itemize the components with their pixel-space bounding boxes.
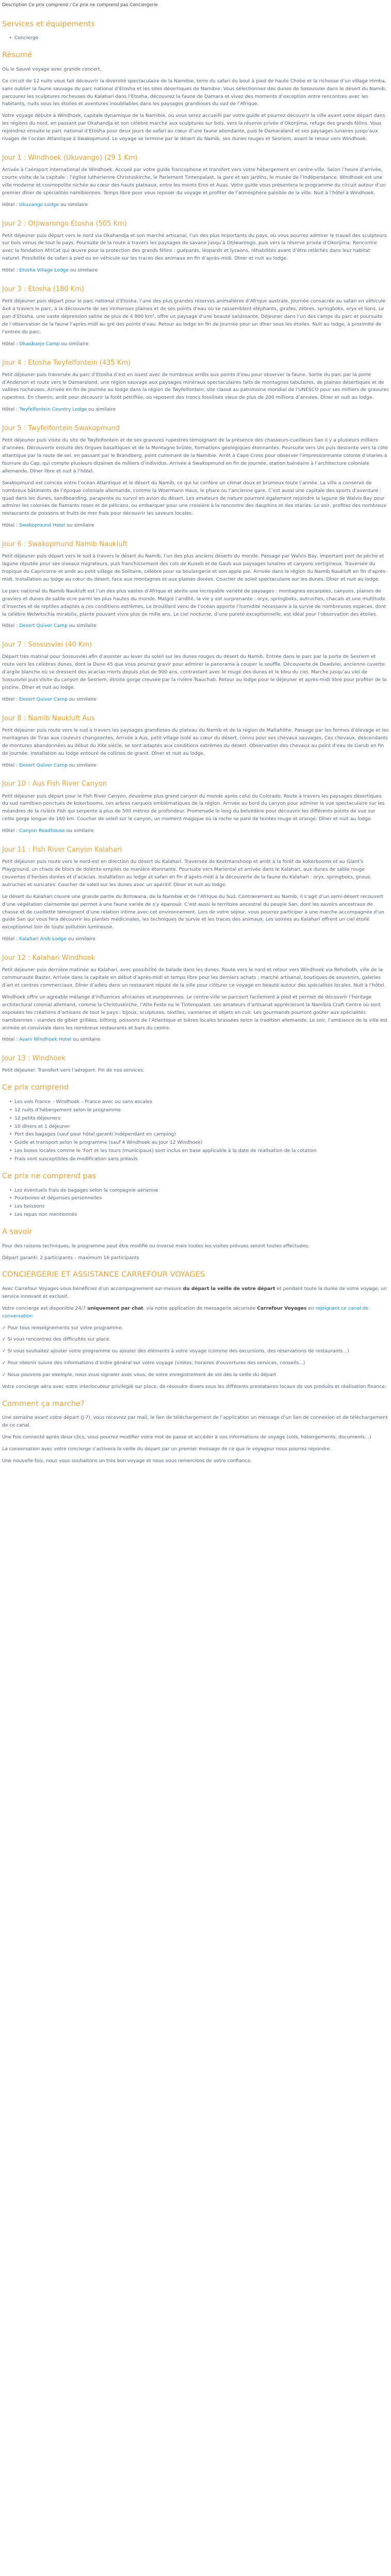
hotel-suffix: ou similaire	[67, 762, 97, 768]
day-title: Jour 4 : Etosha Twyfelfontein (435 Km)	[2, 359, 131, 367]
hotel-suffix: ou similaire	[67, 623, 97, 629]
hotel-suffix: ou similaire	[64, 828, 94, 834]
day-hotel	[2, 827, 389, 835]
day-hotel	[2, 267, 389, 275]
excludes-item: • Les boissons	[14, 1203, 389, 1211]
services-list	[2, 35, 389, 42]
day-title: Jour 11 : Fish River Canyon Kalahari	[2, 846, 122, 854]
day-title: Jour 8 : Namib Naukluft Aus	[2, 714, 95, 722]
day-hotel	[2, 201, 389, 209]
text: en	[306, 1305, 316, 1311]
hotel-link[interactable]: Swakopmund Hotel	[19, 522, 66, 529]
hotel-suffix: ou similaire	[59, 341, 89, 347]
includes-item: • Port des bagages (sauf pour hôtel garanti indépendant en camping)	[14, 1131, 389, 1139]
hotel-link[interactable]: Twyfelfontein Country Lodge	[19, 406, 87, 413]
includes-item: • Frais sont susceptibles de modification sans préavis	[14, 1156, 389, 1163]
includes-title: Ce prix comprend	[2, 1083, 69, 1092]
text: Avec Carrefour Voyages vous bénéficiez d’un accompagnement sur-mesure	[2, 1285, 183, 1292]
hotel-label: Hôtel :	[2, 522, 20, 529]
chat-channel-link[interactable]: rejoignant ce canal de conversation	[2, 1305, 369, 1319]
day-description: Le désert du Kalahari couvre une grande partie du Botswana, de la Namibie et de l’Afrique du Sud. Contrairement au Namib, il s’agit d’un semi-désert recouvert d’une végétation clairsemée qui permet à une faune variée de s’y épanouir. C’est aussi le territoire ancestral du peuple San, dont les savoirs ancestraux de chasse et de cueillette témoignent d’une relation intime avec cet environnement. Lors de votre séjour, vous pourrez participer à une marche accompagnée d’un guide San qui vous fera découvrir les plantes médicinales, les techniques de survie et les traces des animaux. Les soirées au Kalahari offrent un ciel étoilé exceptionnel loin de toute pollution lumineuse.	[2, 893, 384, 930]
text: Votre concierge est disponible 24/7	[2, 1305, 88, 1311]
hotel-link[interactable]: Desert Quiver Camp	[19, 696, 68, 702]
includes-list	[2, 1098, 389, 1163]
conciergerie-section	[2, 1269, 389, 1391]
day-hotel	[2, 696, 389, 704]
hotel-suffix: ou similaire	[59, 201, 88, 208]
hotel-link[interactable]: Avani Windhoek Hotel	[19, 1037, 72, 1043]
savoir-paragraph: Départ garanti: 2 participants – maximum 16 participants	[2, 1255, 139, 1261]
day-description: Petit déjeuner puis dernière matinée au Kalahari, avec possibilité de balade dans les dunes. Route vers le nord et retour vers Windhoek via Rehoboth, ville de la communauté Baster. Arrivée dans la capitale en début d’après-midi et temps libre pour les derniers achats : marché artisanal, boutiques de souvenirs, galeries d’art et centres commerciaux. Dîner d’adieu dans un restaurant réputé de la ville pour clôturer ce voyage en beauté autour des spécialités locales. Nuit à l’hôtel.	[2, 967, 386, 988]
day-hotel	[2, 341, 389, 348]
how-it-works-paragraph: Une semaine avant votre départ (J-7), vous recevrez par mail, le lien de téléchargement de l’application un message d’un lien de connexion et de téléchargement de ce canal.	[2, 1415, 388, 1429]
resume-paragraph: Ce circuit de 12 nuits vous fait découvrir la diversité spectaculaire de la Namibie, terre du safari du bout à pied de haute Chobe et la richesse d’un village Himba, sans oublier la faune sauvage du parc national d’Etosha et les sites désertiques de Namibie. Vous sélectionnez des dunes de Sossusvlei dans le désert du Namib, parcourez les sculptures rocheuses du Kalahari dans l’Etosha, découvrez la faune de Damara et vivez des moments d’exception entre rencontres avec les habitants, nuits sous les étoiles et aventures inoubliables dans les paysages grandioses du sud de l’Afrique.	[2, 78, 386, 107]
excludes-item: • Les éventuels frais de bagages selon la compagnie aérienne	[14, 1187, 389, 1195]
day-hotel	[2, 936, 389, 943]
conciergerie-paragraph: ✓ Nous pouvons par exemple, nous vous signaler avec vous, de votre enregistrement de vol dès la veille du départ	[2, 1372, 276, 1378]
how-it-works-paragraph: Une fois connecté après deux clics, vous pourrez modifier votre mot de passe et accéder à vos informations de voyage (vols, hébergements, documents...)	[2, 1434, 371, 1440]
hotel-suffix: ou similaire	[69, 267, 98, 274]
excludes-item: • Les repas non mentionnés	[14, 1211, 389, 1219]
day-title: Jour 10 : Aus Fish River Canyon	[2, 780, 107, 788]
day-description: Petit déjeuner puis départ vers le nord via Okahandja et son marché artisanal, l’un des plus importants du pays, où vous pourrez admirer le travail des sculpteurs sur bois venus de tout le pays. Poursuite de la route à travers les paysages de savane jusqu’à Otjiwarongo, puis vers la réserve privée d’Okonjima. Rencontre avec la fondation AfriCat qui œuvre pour la protection des grands félins : guépards, léopards et lycaons, réhabilités avant d’être relâchés dans leur habitat naturel. Possibilité de safari à pied ou en véhicule sur les traces des animaux en fin d’après-midi. Dîner et nuit au lodge.	[2, 232, 387, 262]
includes-item: • Les vols France – Windhoek – France avec ou sans escales	[14, 1098, 389, 1106]
hotel-label: Hôtel :	[2, 936, 20, 942]
hotel-suffix: ou similaire	[65, 522, 94, 529]
includes-item: • 12 nuits d’hébergement selon le programme	[14, 1107, 389, 1114]
day-description: Départ très matinal pour Sossusvlei afin d’assister au lever du soleil sur les dunes rouges du désert du Namib. Entrée dans le parc par la porte de Sesriem et route vers les célèbres dunes, dont la Dune 45 que vous pourrez gravir pour admirer le panorama à couper le souffle. Découverte de Deadvlei, ancienne cuvette d’argile blanche où se dressent des acacias morts depuis plus de 900 ans, contrastant avec le rouge des dunes et le bleu du ciel. Marche jusqu’au vlei de Sossusvlei puis visite du canyon de Sesriem, étroite gorge creusée par la rivière Tsauchab. Retour au lodge pour le déjeuner et après-midi libre pour profiter de la piscine. Dîner et nuit au lodge.	[2, 654, 387, 691]
savoir-paragraph: Pour des raisons techniques, le programme peut être modifié ou inversé mais toutes les visites prévues seront toutes effectuées.	[2, 1243, 310, 1249]
hotel-label: Hôtel :	[2, 341, 20, 347]
day-description: Petit déjeuner puis route vers le nord-est en direction du désert du Kalahari. Traversée de Keetmanshoop et arrêt à la forêt de kokerbooms et au Giant’s Playground, un chaos de blocs de dolérite empilés de manière étonnante. Poursuite vers Mariental et arrivée dans le Kalahari, aux dunes de sable rouge couvertes d’herbes dorées et d’acacias. Installation au lodge et safari en fin d’après-midi à la découverte de la faune du Kalahari : oryx, springboks, gnous, autruches et suricates. Coucher de soleil sur les dunes avec un apéritif. Dîner et nuit au lodge.	[2, 859, 372, 888]
how-it-works-paragraph: La conversation avec votre concierge s’activera la veille du départ par un premier message de ce que le voyageur nous pourrez répondre.	[2, 1446, 332, 1452]
services-item: • Concierge	[14, 35, 389, 42]
day-description: Le parc national du Namib Naukluft est l’un des plus vastes d’Afrique et abrite une incroyable variété de paysages : montagnes escarpées, canyons, plaines de graviers et dunes de sable ocre parmi les plus hautes du monde. Malgré l’aridité, la vie y est surprenante : oryx, springboks, autruches, chacals et une multitude d’insectes et de reptiles adaptés à ces conditions extrêmes. Le brouillard venu de l’océan apporte l’humidité nécessaire à la survie de nombreuses espèces, dont la célèbre Welwitschia mirabilis, plante pouvant vivre plus de mille ans. Le ciel nocturne, d’une pureté exceptionnelle, est idéal pour l’observation des étoiles.	[2, 588, 386, 617]
how-it-works-paragraph: Une nouvelle fois, nous vous souhaitons un très bon voyage et nous vous remercions de votre confiance.	[2, 1458, 252, 1464]
resume-intro: Où le Sauvé voyage avec grande concert.	[2, 66, 102, 72]
how-it-works-section	[2, 1398, 389, 1465]
resume-title: Résumé	[2, 51, 32, 60]
hotel-link[interactable]: Etosha Village Lodge	[19, 267, 69, 274]
hotel-link[interactable]: Desert Quiver Camp	[19, 623, 68, 629]
hotel-link[interactable]: Ukuvango Lodge	[19, 201, 59, 208]
hotel-link[interactable]: Okaukuejo Camp	[19, 341, 60, 347]
day-description: Petit déjeuner puis départ vers le sud à travers le désert du Namib, l’un des plus anciens déserts du monde. Passage par Walvis Bay, important port de pêche et lagune réputée pour ses oiseaux migrateurs, puis franchissement des cols de Kuiseb et de Gaub aux paysages lunaires et canyons vertigineux. Traversée du tropique du Capricorne et arrêt au petit village de Solitaire, célèbre pour sa boulangerie et son apple pie. Arrivée dans la région du Namib Naukluft en fin d’après-midi. Installation au lodge au cœur du désert, face aux montagnes et aux plaines dorées. Coucher de soleil spectaculaire sur les dunes. Dîner et nuit au lodge.	[2, 553, 387, 582]
conciergerie-paragraph: ✓ Pour obtenir suivre des informations d’ordre général sur votre voyage (visites, horaires d’ouvertures des services, conseils...)	[2, 1360, 305, 1366]
day-title: Jour 7 : Sossusvlei (40 Km)	[2, 641, 92, 649]
text-strong: Carrefour Voyages	[257, 1305, 307, 1311]
day-description: Petit déjeuner. Transfert vers l’aéroport. Fin de nos services.	[2, 1067, 145, 1074]
hotel-label: Hôtel :	[2, 623, 20, 629]
excludes-item: • Pourboires et dépenses personnelles	[14, 1195, 389, 1202]
day-title: Jour 3 : Etosha (180 Km)	[2, 285, 85, 294]
text-strong: du départ la veille de votre départ	[183, 1285, 275, 1292]
how-it-works-title: Comment ça marche?	[2, 1399, 85, 1408]
hotel-label: Hôtel :	[2, 762, 20, 768]
day-description: Petit déjeuner puis visite du site de Twyfelfontein et de ses gravures rupestres témoignant de la présence des chasseurs-cueilleurs San il y a plusieurs milliers d’années. Découverte ensuite des Orgues basaltiques et de la Montagne brûlée, formations géologiques étonnantes. Poursuite vers Uis puis descente vers la côte atlantique par la route de sel, en passant par le Brandberg, point culminant de la Namibie. Arrêt à Cape Cross pour observer l’impressionnante colonie d’otaries à fourrure du Cap, qui compte plusieurs dizaines de milliers d’individus. Arrivée à Swakopmund en fin de journée, station balnéaire à l’architecture coloniale allemande. Dîner libre et nuit à l’hôtel.	[2, 437, 388, 474]
hotel-label: Hôtel :	[2, 406, 20, 413]
day-title: Jour 1 : Windhoek (Ukuvango) (29 1 Km)	[2, 154, 138, 162]
savoir-section	[2, 1226, 389, 1262]
day-description: Petit déjeuner puis traversée du parc d’Etosha d’est en ouest avec de nombreux arrêts aux points d’eau pour observer la faune. Sortie du parc par la porte d’Anderson et route vers le Damaraland, une région sauvage aux paysages minéraux spectaculaires faits de montagnes tabulaires, de plaines désertiques et de vallées rocheuses. Arrivée en fin de journée au lodge dans la région de Twyfelfontein, site classé au patrimoine mondial de l’UNESCO pour ses milliers de gravures rupestres. En chemin, arrêt pour découvrir la forêt pétrifiée, où reposent des troncs fossilisés vieux de plus de 200 millions d’années. Dîner et nuit au lodge.	[2, 371, 389, 401]
day-description: Windhoek offre un agréable mélange d’influences africaines et européennes. Le centre-ville se parcourt facilement à pied et permet de découvrir l’héritage architectural colonial allemand, comme la Christuskirche, l’Alte Feste ou le Tintenpalast. Les amateurs d’artisanat apprécieront la Namibia Craft Centre où sont exposées les créations d’artisans de tout le pays : bijoux, sculptures, textiles, vanneries et objets en cuir. Les gourmands pourront goûter aux spécialités namibiennes : viandes de gibier grillées, biltong, poissons de l’Atlantique et bières locales brassées selon la tradition allemande. Le soir, l’ambiance de la ville est animée et conviviale dans les nombreux restaurants et bars du centre.	[2, 994, 387, 1031]
day-hotel	[2, 622, 389, 630]
day-title: Jour 2 : Otjiwarongo Etosha (505 Km)	[2, 219, 127, 228]
conciergerie-paragraph: Votre concierge aéra avec votre interlocuteur privilégié sur place, de résoudre divers sous les différents prestataires locaux de vos produits et réalisation finance.	[2, 1384, 386, 1390]
excludes-list	[2, 1187, 389, 1219]
hotel-link[interactable]: Canyon Roadhouse	[19, 828, 65, 834]
conciergerie-paragraph	[2, 1285, 389, 1301]
hotel-suffix: ou similaire	[66, 936, 96, 942]
hotel-label: Hôtel :	[2, 696, 20, 702]
day-description: Petit déjeuner puis départ pour le Fish River Canyon, deuxième plus grand canyon du monde après celui du Colorado. Route à travers les paysages désertiques du sud namibien ponctués de kokerbooms, ces arbres carquois emblématiques de la région. Arrivée au bord du canyon pour admirer la vue spectaculaire sur les méandres de la rivière Fish qui serpente à plus de 500 mètres de profondeur. Promenade le long du belvédère pour découvrir les différents points de vue sur cette gorge longue de 160 km. Coucher de soleil sur le canyon, un moment magique où la roche se pare de teintes rouge et orangé. Dîner et nuit au lodge.	[2, 793, 385, 822]
hotel-label: Hôtel :	[2, 201, 20, 208]
day-title: Jour 5 : Twyfelfontein Swakopmund	[2, 425, 120, 433]
hotel-suffix: ou similaire	[87, 406, 116, 413]
day-description: Swakopmund est coincée entre l’océan Atlantique et le désert du Namib, ce qui lui confère un climat doux et brumeux toute l’année. La ville a conservé de nombreux bâtiments de l’époque coloniale allemande, comme la Woermann Haus, le phare ou l’ancienne gare. C’est aussi une capitale des sports d’aventure : quad dans les dunes, sandboarding, parapente ou survol en avion du désert. Les amateurs de nature pourront également rejoindre la lagune de Walvis Bay pour admirer les colonies de flamants roses et de pélicans, ou embarquer pour une croisière à la rencontre des dauphins et des otaries. Le soir, profitez des nombreux restaurants de poissons et fruits de mer frais pour découvrir les saveurs locales.	[2, 480, 386, 517]
text-strong: uniquement par chat	[87, 1305, 143, 1311]
day-hotel	[2, 406, 389, 414]
resume-paragraph: Votre voyage débute à Windhoek, capitale dynamique de la Namibie, où vous serez accueilli par votre guide et pourrez découvrir la ville avant votre départ dans les régions du nord, en passant par Okahandja et son célèbre marché aux sculptures sur bois, vers la réserve privée d’Okonjima, refuge des grands félins. Vous rejoindrez ensuite le parc national d’Etosha pour deux jours de safari au cœur d’une faune abondante, puis le Damaraland et ses paysages lunaires jusqu’aux rivages de l’océan Atlantique à Swakopmund. Le voyage se termine par le désert du Namib, ses dunes rouges et Sesriem, avant le retour vers Windhoek.	[2, 113, 385, 142]
text: et pendant toute la durée de votre voyage, un service innovant et exclusif.	[2, 1285, 387, 1299]
excludes-section	[2, 1171, 389, 1219]
includes-item: • Les boxes locales comme le 'Fort et les tours (municipaux) sont inclus en base applicable à la date de réalisation de la cotation	[14, 1147, 389, 1155]
day-title: Jour 6 : Swakopmund Namib Naukluft	[2, 540, 128, 549]
hotel-link[interactable]: Desert Quiver Camp	[19, 762, 68, 768]
includes-item: • 12 petits déjeuners	[14, 1115, 389, 1123]
day-hotel	[2, 762, 389, 770]
day-title: Jour 13 : Windhoek	[2, 1055, 66, 1063]
day-description: Arrivée à l’aéroport international de Windhoek. Accueil par votre guide francophone et transfert vers votre hébergement en centre-ville. Selon l’heure d’arrivée, courte visite de la capitale : l’église luthérienne Christuskirche, le Parlement Tintenpalast, la gare et ses jardins, le musée de l’Indépendance. Windhoek est une ville moderne et cosmopolite nichée au cœur des hauts plateaux, entre les monts Eros et Auas. Votre guide vous présentera le programme du circuit autour d’un premier dîner de spécialités namibiennes. Temps libre pour vous reposer du voyage et profiter de l’atmosphère paisible de la ville. Nuit à l’hôtel à Windhoek.	[2, 167, 386, 196]
breadcrumb: Description Ce prix comprend / Ce prix ne comprend pas Conciergerie	[2, 3, 158, 8]
conciergerie-paragraph: ✓ Si vous rencontrez des difficultés sur place.	[2, 1336, 111, 1343]
excludes-title: Ce prix ne comprend pas	[2, 1172, 96, 1181]
resume-section	[2, 49, 389, 143]
hotel-label: Hôtel :	[2, 1037, 20, 1043]
conciergerie-paragraph	[2, 1305, 389, 1320]
day-description: Petit déjeuner puis départ pour le parc national d’Etosha, l’une des plus grandes réserves animalières d’Afrique australe. Journée consacrée au safari en véhicule 4x4 à travers le parc, à la découverte de ses immenses plaines et de ses points d’eau où se rassemblent éléphants, girafes, zèbres, springboks, oryx et lions. Le pan d’Etosha, une vaste dépression saline de plus de 4 800 km², offre un paysage d’une beauté saisissante. Déjeuner dans l’un des camps du parc et poursuite de l’observation de la faune l’après-midi au gré des points d’eau. Retour au lodge en fin de journée pour un dîner sous les étoiles. Nuit au lodge, à proximité de l’entrée du parc.	[2, 298, 386, 335]
text: , via notre application de messagerie sécurisée	[143, 1305, 257, 1311]
hotel-suffix: ou similaire	[71, 1037, 101, 1043]
hotel-link[interactable]: Kalahari Anib Lodge	[19, 936, 67, 942]
includes-item: • 10 dîners et 1 déjeuner	[14, 1123, 389, 1131]
services-section	[2, 19, 389, 42]
conciergerie-paragraph: ✓ Si vous souhaitez ajouter votre programme ou ajouter des éléments à votre voyage (comme des excursions, des réservations de restaurants...)	[2, 1348, 349, 1354]
includes-item: • Guide et transport selon le programme (sauf 4 Windhoek au Jour 12 Windhoek)	[14, 1139, 389, 1147]
day-hotel	[2, 1036, 389, 1044]
conciergerie-paragraph: ✓ Pour tous renseignements sur votre programme.	[2, 1325, 123, 1331]
hotel-label: Hôtel :	[2, 828, 20, 834]
savoir-title: A savoir	[2, 1228, 32, 1236]
itinerary	[2, 152, 389, 1075]
services-title: Services et équipements	[2, 20, 95, 28]
hotel-suffix: ou similaire	[67, 696, 97, 702]
day-description: Petit déjeuner puis route vers le sud à travers les paysages grandioses du plateau du Namib et de la région de Maltahöhe. Passage par les fermes d’élevage et les montagnes de Tiras aux couleurs changeantes. Arrivée à Aus, petit village isolé au cœur du désert, connu pour ses chevaux sauvages. Ces chevaux, descendants de montures abandonnées au début du XXe siècle, se sont adaptés aux conditions extrêmes du désert. Observation des chevaux au point d’eau de Garub en fin de journée. Installation au lodge entouré de collines de granit. Dîner et nuit au lodge.	[2, 727, 389, 756]
day-hotel	[2, 522, 389, 530]
day-title: Jour 12 : Kalahari Windhoek	[2, 954, 95, 962]
hotel-label: Hôtel :	[2, 267, 20, 274]
conciergerie-title: CONCIERGERIE ET ASSISTANCE CARREFOUR VOYAGES	[2, 1270, 205, 1279]
includes-section	[2, 1082, 389, 1163]
